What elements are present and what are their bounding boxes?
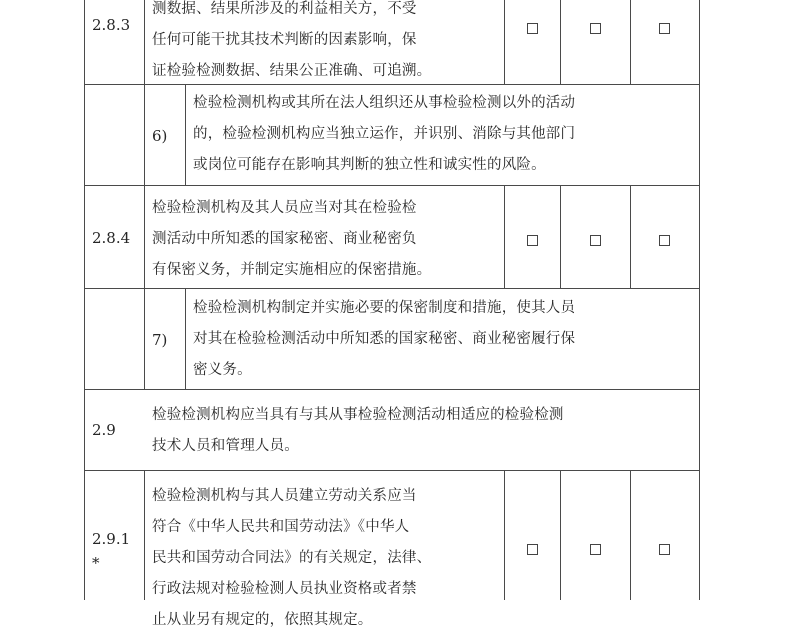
check-column-border bbox=[560, 470, 561, 600]
clause-number-line: 2.9.1 bbox=[92, 530, 131, 548]
text-line: 或岗位可能存在影响其判断的独立性和诚实性的风险。 bbox=[193, 157, 546, 173]
sub-item-number: 6) bbox=[152, 127, 168, 145]
checkbox[interactable] bbox=[590, 235, 601, 246]
check-column-border bbox=[560, 0, 561, 84]
checkbox[interactable] bbox=[527, 23, 538, 34]
sub-item-number: 7) bbox=[152, 331, 168, 349]
row-border bbox=[84, 389, 700, 390]
check-column-border bbox=[630, 0, 631, 84]
text-line: 有保密义务，并制定实施相应的保密措施。 bbox=[152, 262, 432, 278]
text-line: 证检验检测数据、结果公正准确、可追溯。 bbox=[152, 63, 432, 79]
check-column-border bbox=[630, 185, 631, 288]
code-column-border bbox=[144, 185, 145, 288]
clause-number: 2.8.4 bbox=[92, 229, 131, 247]
sub-item-text bbox=[193, 88, 575, 181]
text-line: 技术人员和管理人员。 bbox=[152, 438, 299, 454]
sub-item-text bbox=[193, 293, 575, 386]
text-line: 任何可能干扰其技术判断的因素影响，保 bbox=[152, 32, 417, 48]
row-border bbox=[84, 470, 700, 471]
clause-text bbox=[152, 0, 431, 87]
clause-mark: * bbox=[92, 554, 100, 572]
text-line: 对其在检验检测活动中所知悉的国家秘密、商业秘密履行保 bbox=[193, 331, 576, 347]
check-column-border bbox=[630, 470, 631, 600]
check-column-border bbox=[560, 185, 561, 288]
clause-number bbox=[92, 527, 130, 575]
text-line: 检验检测机构应当具有与其从事检验检测活动相适应的检验检测 bbox=[152, 407, 564, 423]
clause-number: 2.8.3 bbox=[92, 16, 131, 34]
text-line: 测数据、结果所涉及的利益相关方，不受 bbox=[152, 1, 417, 17]
table-left-border bbox=[84, 0, 85, 600]
code-column-border bbox=[144, 470, 145, 600]
checkbox[interactable] bbox=[527, 235, 538, 246]
text-line: 检验检测机构制定并实施必要的保密制度和措施，使其人员 bbox=[193, 300, 576, 316]
text-line: 民共和国劳动合同法》的有关规定，法律、 bbox=[152, 550, 432, 566]
clause-text bbox=[152, 481, 431, 636]
checkbox[interactable] bbox=[590, 544, 601, 555]
text-line: 检验检测机构与其人员建立劳动关系应当 bbox=[152, 488, 417, 504]
sub-item-border bbox=[144, 84, 145, 185]
checkbox[interactable] bbox=[659, 235, 670, 246]
text-line: 检验检测机构或其所在法人组织还从事检验检测以外的活动 bbox=[193, 95, 576, 111]
sub-item-border bbox=[144, 288, 145, 389]
check-column-border bbox=[504, 0, 505, 84]
checkbox[interactable] bbox=[590, 23, 601, 34]
row-border bbox=[84, 288, 700, 289]
text-line: 符合《中华人民共和国劳动法》《中华人 bbox=[152, 519, 410, 535]
check-column-border bbox=[504, 185, 505, 288]
row-border bbox=[84, 185, 700, 186]
text-line: 检验检测机构及其人员应当对其在检验检 bbox=[152, 200, 417, 216]
text-line: 的，检验检测机构应当独立运作，并识别、消除与其他部门 bbox=[193, 126, 576, 142]
checkbox[interactable] bbox=[659, 544, 670, 555]
sub-item-border bbox=[185, 288, 186, 389]
clause-number: 2.9 bbox=[92, 421, 116, 439]
checkbox[interactable] bbox=[659, 23, 670, 34]
clause-text bbox=[152, 400, 564, 462]
text-line: 行政法规对检验检测人员执业资格或者禁 bbox=[152, 581, 417, 597]
text-line: 测活动中所知悉的国家秘密、商业秘密负 bbox=[152, 231, 417, 247]
sub-item-border bbox=[185, 84, 186, 185]
clause-text bbox=[152, 193, 431, 286]
text-line: 止从业另有规定的，依照其规定。 bbox=[152, 612, 373, 628]
check-column-border bbox=[504, 470, 505, 600]
code-column-border bbox=[144, 0, 145, 84]
checkbox[interactable] bbox=[527, 544, 538, 555]
text-line: 密义务。 bbox=[193, 362, 252, 378]
table-right-border bbox=[699, 0, 700, 600]
